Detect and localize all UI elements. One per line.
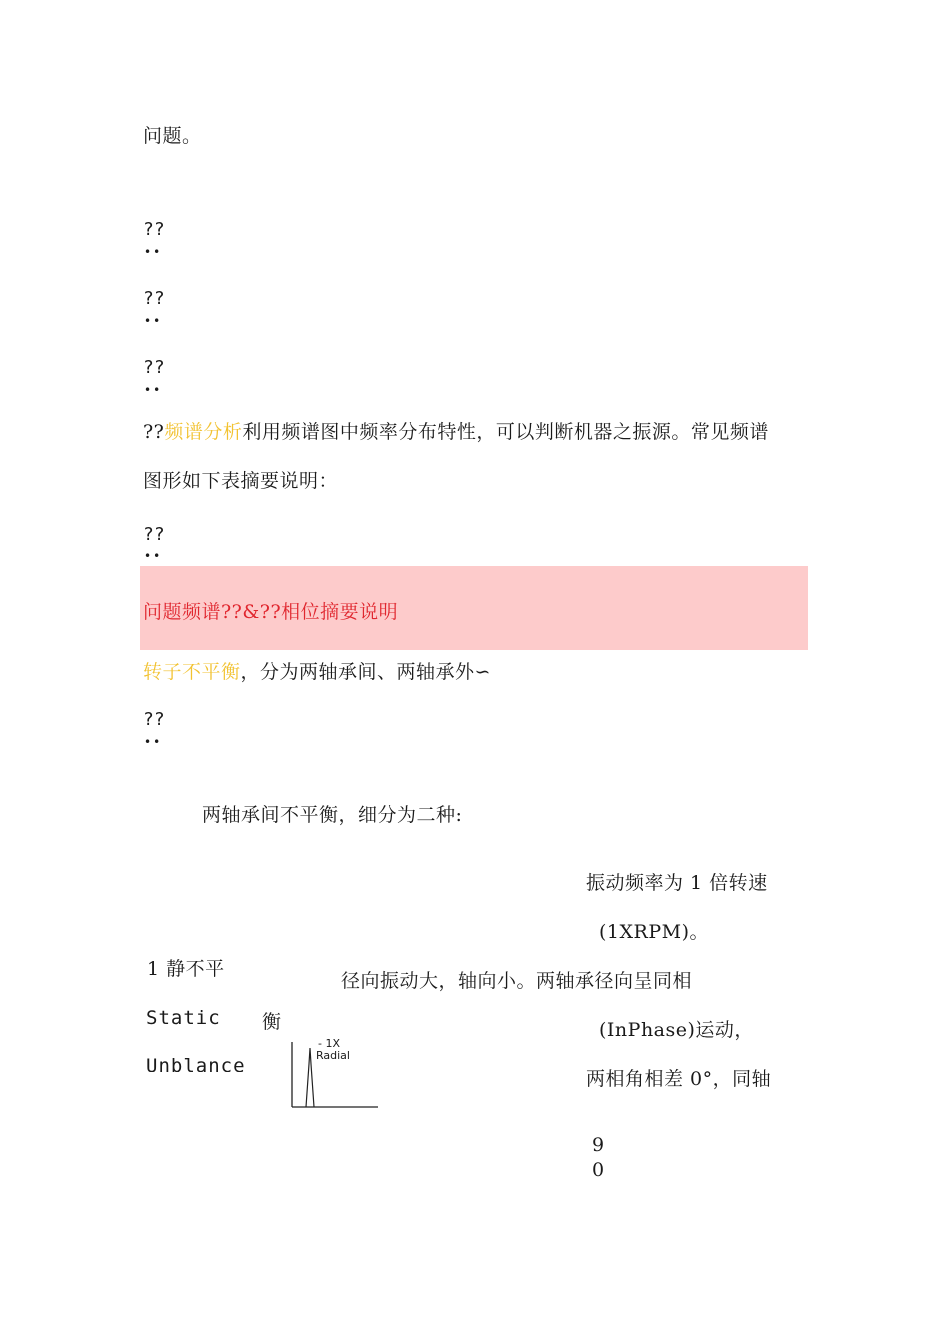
paragraph-line2: 图形如下表摘要说明：	[143, 470, 339, 492]
placeholder-marks: ??	[143, 219, 165, 240]
placeholder-marks: ??	[143, 288, 165, 309]
spectrum-analysis-paragraph	[143, 420, 769, 444]
paragraph-body: 利用频谱图中频率分布特性，可以判断机器之振源。常见频谱	[242, 421, 769, 443]
placeholder-marks: ??	[143, 524, 165, 545]
static-unbalance-cn: 1 静不平	[147, 958, 225, 980]
bullet-dots: ••	[144, 314, 163, 328]
bullet-dots: ••	[144, 245, 163, 259]
rpm-label: (1XRPM)。	[599, 921, 709, 943]
rotor-imbalance-line	[143, 660, 491, 684]
table-header-text: 问题频谱??&??相位摘要说明	[143, 601, 399, 623]
spectrum-label-1x: - 1X	[318, 1037, 340, 1050]
bullet-dots: ••	[144, 383, 163, 397]
digit-zero: 0	[592, 1159, 605, 1181]
spectrum-label-radial: Radial	[316, 1049, 350, 1062]
bullet-dots: ••	[144, 735, 163, 749]
spectrum-analysis-link[interactable]: 频谱分析	[164, 421, 243, 443]
spectrum-thumbnail	[288, 1036, 383, 1111]
placeholder-marks: ??	[143, 357, 165, 378]
heng-char: 衡	[262, 1011, 282, 1033]
subheading: 两轴承间不平衡，细分为二种:	[202, 804, 463, 826]
placeholder-marks: ??	[143, 709, 165, 730]
inphase-label: (InPhase)运动，	[599, 1019, 754, 1041]
paragraph-prefix: ??	[143, 421, 165, 443]
rotor-imbalance-text: ，分为两轴承间、两轴承外∽	[240, 661, 491, 683]
rotor-imbalance-link[interactable]: 转子不平衡	[143, 661, 241, 683]
bullet-dots: ••	[144, 549, 163, 563]
text-line-problem: 问题。	[143, 125, 202, 147]
digit-nine: 9	[592, 1134, 605, 1156]
phase-angle-text: 两相角相差 0°，同轴	[586, 1068, 772, 1090]
radial-description: 径向振动大，轴向小。两轴承径向呈同相	[341, 970, 693, 992]
freq-description: 振动频率为 1 倍转速	[586, 872, 768, 894]
unbalance-label: Unblance	[146, 1055, 246, 1072]
static-label: Static	[146, 1007, 221, 1029]
